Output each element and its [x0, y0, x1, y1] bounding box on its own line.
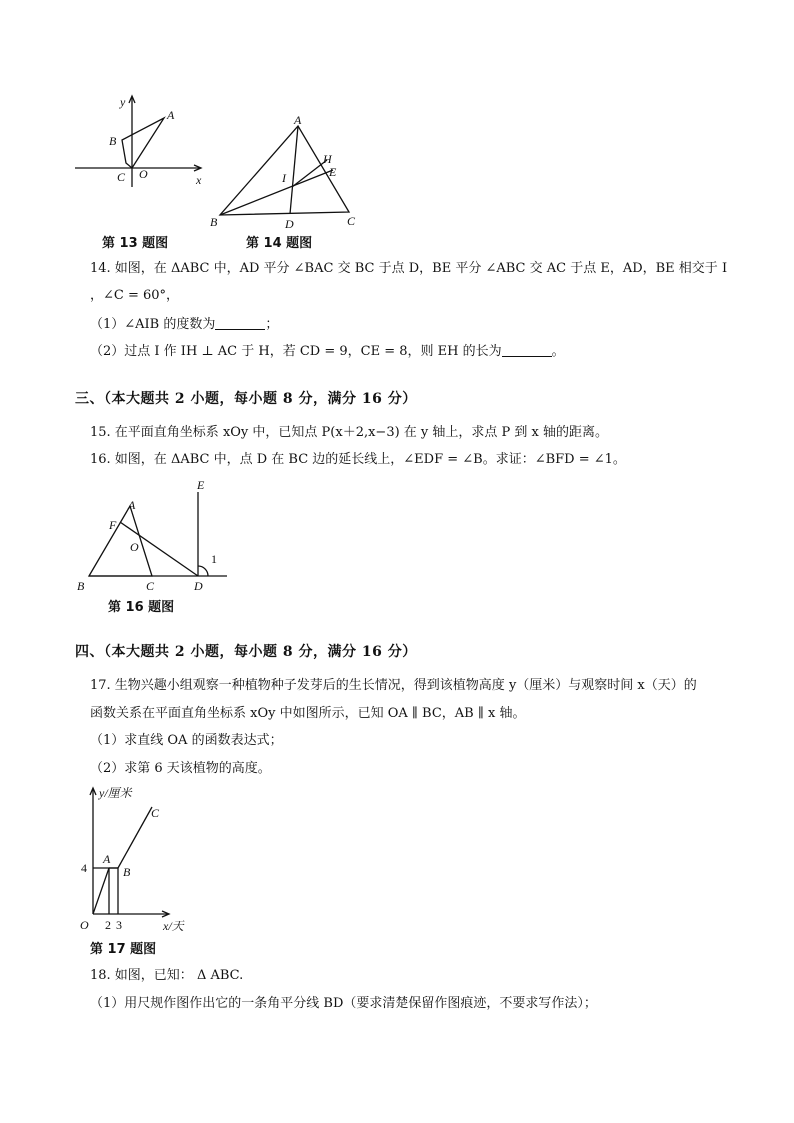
- label-one: 1: [211, 552, 217, 566]
- tick-x2: 2: [105, 918, 111, 932]
- q18-part1: （1）用尺规作图作出它的一条角平分线 BD（要求清楚保留作图痕迹，不要求写作法）；: [90, 996, 597, 1011]
- answer-blank: [502, 344, 552, 357]
- label-a: A: [167, 108, 175, 122]
- segment-ih: [292, 160, 327, 187]
- figure-17: [78, 784, 203, 939]
- section-3-heading: 三、（本大题共 2 小题，每小题 8 分，满分 16 分）: [75, 391, 417, 407]
- label-a: A: [103, 852, 111, 866]
- section-4-heading: 四、（本大题共 2 小题，每小题 8 分，满分 16 分）: [75, 644, 417, 660]
- label-e: E: [329, 165, 337, 179]
- label-b: B: [123, 865, 131, 879]
- label-b: B: [109, 134, 117, 148]
- figure-13-caption: 第 13 题图: [102, 236, 169, 251]
- q14-line1: 14. 如图，在 ΔABC 中，AD 平分 ∠BAC 交 BC 于点 D，BE 平分 ∠ABC 交 AC 于点 E，AD，BE 相交于 I: [90, 261, 728, 276]
- label-a: A: [128, 498, 136, 512]
- q14-part2: [90, 343, 565, 361]
- segment-bc: [118, 807, 152, 868]
- answer-blank: [215, 317, 265, 330]
- q17-part1: （1）求直线 OA 的函数表达式；: [90, 733, 283, 748]
- q14-part1-suffix: ；: [265, 317, 279, 332]
- segment-be: [220, 170, 333, 215]
- label-b: B: [77, 579, 85, 593]
- tick-x3: 3: [116, 918, 122, 932]
- label-y-axis: y/厘米: [99, 786, 132, 800]
- label-b: B: [210, 215, 218, 229]
- q17-line2: 函数关系在平面直角坐标系 xOy 中如图所示，已知 OA ∥ BC，AB ∥ x 轴。: [90, 706, 526, 721]
- q15-text: 15. 在平面直角坐标系 xOy 中，已知点 P(x＋2,x−3) 在 y 轴上，求点 P 到 x 轴的距离。: [90, 425, 609, 440]
- figure-14: [205, 108, 365, 233]
- label-d: D: [285, 217, 294, 231]
- figure-16: [72, 478, 237, 598]
- q16-text: 16. 如图，在 ΔABC 中，点 D 在 BC 边的延长线上，∠EDF = ∠B。求证：∠BFD = ∠1。: [90, 452, 626, 467]
- label-y: y: [120, 95, 126, 109]
- q14-line2: ，∠C = 60°，: [90, 288, 180, 303]
- tick-y4: 4: [81, 861, 87, 875]
- label-c: C: [146, 579, 155, 593]
- figure-13: [70, 92, 210, 192]
- triangle-abc: [89, 506, 152, 576]
- label-a: A: [294, 113, 302, 127]
- label-o: O: [130, 540, 139, 554]
- quadrilateral: [122, 118, 164, 168]
- label-f: F: [109, 518, 117, 532]
- q14-part1: [90, 316, 278, 334]
- q14-part1-prefix: （1）∠AIB 的度数为: [90, 317, 216, 332]
- label-c: C: [347, 214, 356, 228]
- label-c: C: [151, 806, 160, 820]
- segment-oa: [93, 868, 109, 914]
- label-o: O: [139, 167, 148, 181]
- label-c: C: [117, 170, 126, 184]
- label-e: E: [197, 478, 205, 492]
- segment-ad: [290, 126, 298, 214]
- label-h: H: [323, 152, 332, 166]
- label-i: I: [282, 171, 286, 185]
- q17-line1: 17. 生物兴趣小组观察一种植物种子发芽后的生长情况，得到该植物高度 y（厘米）与观察时间 x（天）的: [90, 678, 697, 693]
- label-o: O: [80, 918, 89, 932]
- angle-1-arc: [198, 566, 208, 576]
- label-d: D: [194, 579, 203, 593]
- q14-part2-suffix: 。: [551, 344, 565, 359]
- q14-part2-prefix: （2）过点 I 作 IH ⊥ AC 于 H，若 CD = 9，CE = 8，则 EH 的长为: [90, 344, 502, 359]
- figure-17-caption: 第 17 题图: [90, 942, 157, 957]
- label-x-axis: x/天: [163, 919, 184, 933]
- figure-16-caption: 第 16 题图: [108, 600, 175, 615]
- q18-line1: 18. 如图，已知： Δ ABC.: [90, 968, 244, 983]
- figure-14-caption: 第 14 题图: [246, 236, 313, 251]
- q17-part2: （2）求第 6 天该植物的高度。: [90, 761, 271, 776]
- label-x: x: [196, 173, 202, 187]
